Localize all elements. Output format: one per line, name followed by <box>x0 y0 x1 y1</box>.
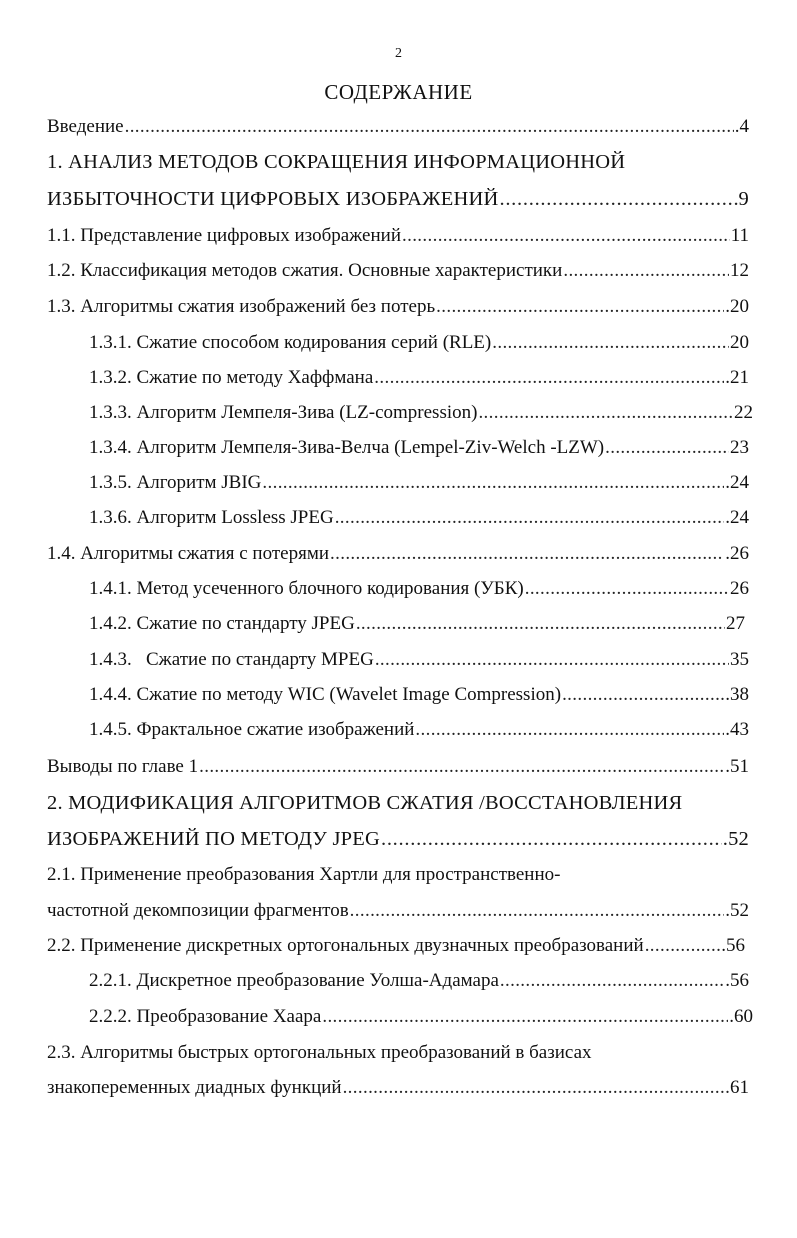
toc-entry-1-1[interactable] <box>47 221 749 251</box>
toc-entry-text: 1.4.2. Сжатие по стандарту JPEG <box>89 613 355 634</box>
toc-entry-page: .20 <box>725 296 749 317</box>
page-number: 2 <box>395 46 402 61</box>
toc-entry-text: 1.1. Представление цифровых изображений <box>47 225 401 246</box>
leader-dots <box>330 539 724 569</box>
leader-dots <box>375 645 729 675</box>
toc-entry-page: 27 <box>726 613 745 634</box>
leader-dots <box>436 292 724 322</box>
toc-entry-page: 61 <box>730 1077 749 1098</box>
toc-entry-text: ИЗБЫТОЧНОСТИ ЦИФРОВЫХ ИЗОБРАЖЕНИЙ <box>47 188 499 210</box>
toc-entry-1-4-1[interactable] <box>89 574 749 604</box>
toc-entry-2-2[interactable] <box>47 931 745 961</box>
toc-entry-1-4-5[interactable] <box>89 715 749 745</box>
toc-title: СОДЕРЖАНИЕ <box>324 80 473 104</box>
toc-entry-text: 1.3.6. Алгоритм Lossless JPEG <box>89 507 334 528</box>
toc-entry-page: 20 <box>730 332 749 353</box>
toc-entry-2-2-1[interactable] <box>89 966 749 996</box>
toc-entry-1-3-1[interactable] <box>89 328 749 358</box>
leader-dots <box>645 931 721 961</box>
leader-dots <box>562 680 724 710</box>
toc-entry-page: .43 <box>725 719 749 740</box>
toc-entry-text: 2.2.1. Дискретное преобразование Уолша-Адамара <box>89 970 499 991</box>
toc-entry-1-3-2[interactable] <box>89 363 749 393</box>
leader-dots <box>335 503 725 533</box>
toc-entry-page: .51 <box>725 756 749 777</box>
leader-dots <box>125 112 734 142</box>
toc-entry-page: 26 <box>730 578 749 599</box>
leader-dots <box>605 433 729 463</box>
toc-entry-text: 1.3.5. Алгоритм JBIG <box>89 472 262 493</box>
toc-entry-2-2-2[interactable] <box>89 1002 753 1032</box>
toc-entry-chapter-2-title[interactable] <box>47 788 749 818</box>
toc-entry-text: 2.2.2. Преобразование Хаара <box>89 1006 322 1027</box>
leader-dots <box>563 256 729 286</box>
toc-entry-text: ИЗОБРАЖЕНИЙ ПО МЕТОДУ JPEG <box>47 828 380 850</box>
toc-entry-page: .24 <box>725 507 749 528</box>
leader-dots <box>374 363 724 393</box>
toc-entry-page: .24 <box>725 472 749 493</box>
toc-entry-text: 1.3. Алгоритмы сжатия изображений без потерь <box>47 296 436 317</box>
toc-entry-text: 1.4. Алгоритмы сжатия с потерями <box>47 543 330 564</box>
toc-entry-page: 11 <box>730 225 749 246</box>
toc-entry-text: 2.3. Алгоритмы быстрых ортогональных преобразований в базисах <box>47 1042 592 1063</box>
leader-dots <box>381 824 722 854</box>
toc-entry-1-4-4[interactable] <box>89 680 749 710</box>
toc-entry-text: 2.2. Применение дискретных ортогональных двузначных преобразований <box>47 935 644 956</box>
toc-entry-page: .56 <box>721 935 745 956</box>
toc-entry-text: 1.4.3. Сжатие по стандарту MPEG <box>89 649 374 670</box>
toc-entry-page: .52 <box>725 900 749 921</box>
toc-entry-page: 22 <box>734 402 753 423</box>
leader-dots <box>343 1073 729 1103</box>
toc-entry-2-1-title[interactable] <box>47 860 749 890</box>
toc-entry-text: знакопеременных диадных функций <box>47 1077 342 1098</box>
toc-entry-1-4[interactable] <box>47 539 749 569</box>
leader-dots <box>402 221 730 251</box>
toc-entry-conclusions-1[interactable] <box>47 752 749 782</box>
leader-dots <box>499 184 737 214</box>
leader-dots <box>478 398 733 428</box>
toc-entry-text: 1.4.5. Фрактальное сжатие изображений <box>89 719 415 740</box>
toc-entry-page: .60 <box>729 1006 753 1027</box>
toc-entry-2-3-title[interactable] <box>47 1038 749 1068</box>
toc-entry-text: Введение <box>47 116 124 137</box>
toc-entry-page: .52 <box>722 828 749 850</box>
toc-entry-1-3[interactable] <box>47 292 749 322</box>
leader-dots <box>356 609 725 639</box>
toc-entry-text: 1.4.4. Сжатие по методу WIC (Wavelet Image Compression) <box>89 684 562 705</box>
toc-entry-text: 1.3.2. Сжатие по методу Хаффмана <box>89 367 374 388</box>
leader-dots <box>500 966 724 996</box>
toc-entry-1-4-3[interactable] <box>89 645 749 675</box>
toc-entry-page: .38 <box>725 684 749 705</box>
toc-entry-text: 2.1. Применение преобразования Хартли для пространственно- <box>47 864 561 885</box>
toc-entry-text: 1.3.3. Алгоритм Лемпеля-Зива (LZ-compression) <box>89 402 478 423</box>
toc-entry-page: .26 <box>725 543 749 564</box>
toc-entry-1-3-3[interactable] <box>89 398 753 428</box>
toc-entry-2-1[interactable] <box>47 896 749 926</box>
toc-entry-1-4-2[interactable] <box>89 609 745 639</box>
toc-entry-text: 1.4.1. Метод усеченного блочного кодирования (УБК) <box>89 578 524 599</box>
leader-dots <box>262 468 724 498</box>
leader-dots <box>322 1002 728 1032</box>
toc-entry-page: .56 <box>725 970 749 991</box>
leader-dots <box>415 715 724 745</box>
toc-entry-1-3-4[interactable] <box>89 433 749 463</box>
toc-entry-page: 12 <box>730 260 749 281</box>
toc-entry-text: 1. АНАЛИЗ МЕТОДОВ СОКРАЩЕНИЯ ИНФОРМАЦИОННОЙ <box>47 151 626 173</box>
toc-entry-page: 35 <box>730 649 749 670</box>
toc-entry-text: 1.3.4. Алгоритм Лемпеля-Зива-Велча (Lempel-Ziv-Welch -LZW) <box>89 437 605 458</box>
leader-dots <box>525 574 729 604</box>
toc-entry-text: 1.3.1. Сжатие способом кодирования серий (RLE) <box>89 332 492 353</box>
leader-dots <box>199 752 724 782</box>
toc-entry-introduction[interactable] <box>47 112 749 142</box>
toc-entry-chapter-1[interactable] <box>47 184 749 214</box>
toc-entry-text: частотной декомпозиции фрагментов <box>47 900 349 921</box>
toc-entry-page: .21 <box>725 367 749 388</box>
toc-entry-1-3-5[interactable] <box>89 468 749 498</box>
toc-entry-text: 2. МОДИФИКАЦИЯ АЛГОРИТМОВ СЖАТИЯ /ВОССТАНОВЛЕНИЯ <box>47 792 683 814</box>
toc-entry-1-3-6[interactable] <box>89 503 749 533</box>
toc-entry-page: 23 <box>730 437 749 458</box>
toc-entry-page: 9 <box>738 188 749 210</box>
toc-entry-1-2[interactable] <box>47 256 749 286</box>
leader-dots <box>350 896 725 926</box>
toc-entry-chapter-1-title[interactable] <box>47 147 749 177</box>
toc-entry-text: 1.2. Классификация методов сжатия. Основные характеристики <box>47 260 563 281</box>
toc-entry-page: .4 <box>734 116 749 137</box>
leader-dots <box>492 328 729 358</box>
toc-entry-text: Выводы по главе 1 <box>47 756 199 777</box>
toc-entry-2-3[interactable] <box>47 1073 749 1103</box>
toc-entry-chapter-2[interactable] <box>47 824 749 854</box>
